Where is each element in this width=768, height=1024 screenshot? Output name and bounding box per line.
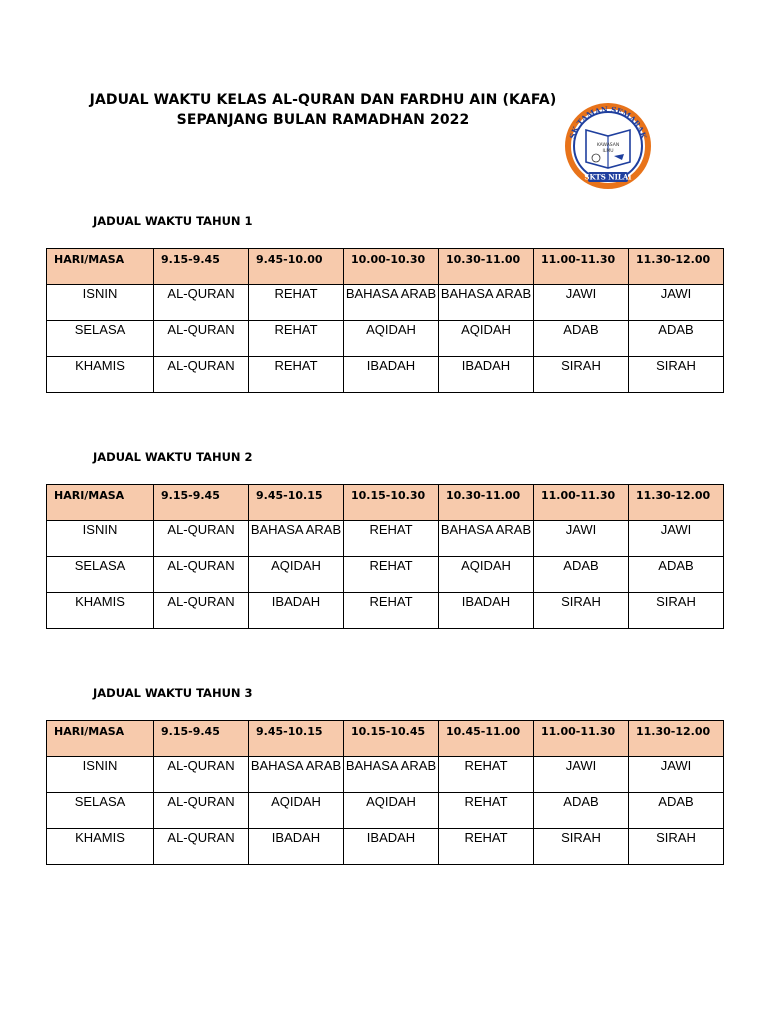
header-cell: 10.15-10.45 <box>344 721 439 757</box>
subject-cell: BAHASA ARAB <box>439 521 534 557</box>
subject-cell: IBADAH <box>249 829 344 865</box>
subject-cell: AQIDAH <box>344 793 439 829</box>
school-logo <box>560 96 656 192</box>
subject-cell: ADAB <box>629 321 724 357</box>
header-cell: 11.30-12.00 <box>629 249 724 285</box>
table-header-row <box>47 485 724 521</box>
subject-cell: ADAB <box>629 557 724 593</box>
table-row <box>47 285 724 321</box>
subject-cell: AL-QURAN <box>154 557 249 593</box>
day-cell: ISNIN <box>47 757 154 793</box>
subject-cell: REHAT <box>439 793 534 829</box>
subject-cell: REHAT <box>439 829 534 865</box>
logo-center-line1: KAWASAN <box>596 143 620 148</box>
table-row <box>47 357 724 393</box>
subject-cell: REHAT <box>439 757 534 793</box>
subject-cell: REHAT <box>344 521 439 557</box>
document-subtitle: SEPANJANG BULAN RAMADHAN 2022 <box>176 112 470 128</box>
header-cell: 9.45-10.15 <box>249 485 344 521</box>
table-row <box>47 757 724 793</box>
subject-cell: AL-QURAN <box>154 321 249 357</box>
day-cell: SELASA <box>47 793 154 829</box>
subject-cell: BAHASA ARAB <box>344 285 439 321</box>
document-title: JADUAL WAKTU KELAS AL-QURAN DAN FARDHU AIN (KAFA) <box>89 92 557 108</box>
subject-cell: ADAB <box>534 793 629 829</box>
subject-cell: SIRAH <box>534 829 629 865</box>
day-cell: KHAMIS <box>47 593 154 629</box>
day-cell: KHAMIS <box>47 829 154 865</box>
header-cell: HARI/MASA <box>47 249 154 285</box>
header-cell: 10.45-11.00 <box>439 721 534 757</box>
subject-cell: REHAT <box>249 285 344 321</box>
table-row <box>47 557 724 593</box>
svg-text:SK TAMAN SEMARAK <box>568 105 648 140</box>
subject-cell: JAWI <box>629 285 724 321</box>
subject-cell: AL-QURAN <box>154 521 249 557</box>
subject-cell: ADAB <box>629 793 724 829</box>
table-row <box>47 829 724 865</box>
subject-cell: SIRAH <box>534 357 629 393</box>
subject-cell: AQIDAH <box>249 557 344 593</box>
header-cell: 10.30-11.00 <box>439 249 534 285</box>
subject-cell: BAHASA ARAB <box>439 285 534 321</box>
table-header-row <box>47 249 724 285</box>
section-title-tahun-2: JADUAL WAKTU TAHUN 2 <box>93 450 253 464</box>
timetable-tahun-1 <box>46 248 724 393</box>
subject-cell: SIRAH <box>629 829 724 865</box>
timetable-tahun-2 <box>46 484 724 629</box>
table-row <box>47 521 724 557</box>
subject-cell: JAWI <box>629 757 724 793</box>
subject-cell: AL-QURAN <box>154 357 249 393</box>
subject-cell: AL-QURAN <box>154 285 249 321</box>
subject-cell: JAWI <box>534 285 629 321</box>
logo-text-bottom: SKTS NILAI <box>584 172 632 182</box>
day-cell: SELASA <box>47 321 154 357</box>
subject-cell: BAHASA ARAB <box>249 521 344 557</box>
subject-cell: JAWI <box>534 521 629 557</box>
header-cell: 11.30-12.00 <box>629 485 724 521</box>
header-cell: 10.30-11.00 <box>439 485 534 521</box>
subject-cell: REHAT <box>344 593 439 629</box>
header-cell: 10.15-10.30 <box>344 485 439 521</box>
logo-center-line2: ILMU <box>602 149 614 154</box>
section-title-tahun-3: JADUAL WAKTU TAHUN 3 <box>93 686 253 700</box>
subject-cell: SIRAH <box>629 593 724 629</box>
header-cell: 10.00-10.30 <box>344 249 439 285</box>
day-cell: ISNIN <box>47 285 154 321</box>
header-cell: 11.00-11.30 <box>534 249 629 285</box>
subject-cell: AQIDAH <box>344 321 439 357</box>
subject-cell: BAHASA ARAB <box>249 757 344 793</box>
subject-cell: REHAT <box>344 557 439 593</box>
subject-cell: JAWI <box>629 521 724 557</box>
subject-cell: AL-QURAN <box>154 829 249 865</box>
header-cell: 9.15-9.45 <box>154 721 249 757</box>
subject-cell: ADAB <box>534 321 629 357</box>
header-cell: 11.00-11.30 <box>534 721 629 757</box>
subject-cell: AQIDAH <box>249 793 344 829</box>
day-cell: ISNIN <box>47 521 154 557</box>
subject-cell: AQIDAH <box>439 557 534 593</box>
header-cell: 9.45-10.15 <box>249 721 344 757</box>
logo-text-top: SK TAMAN SEMARAK <box>567 104 649 140</box>
subject-cell: REHAT <box>249 357 344 393</box>
header-cell: HARI/MASA <box>47 721 154 757</box>
subject-cell: IBADAH <box>439 357 534 393</box>
subject-cell: SIRAH <box>629 357 724 393</box>
subject-cell: IBADAH <box>439 593 534 629</box>
subject-cell: BAHASA ARAB <box>344 757 439 793</box>
subject-cell: ADAB <box>534 557 629 593</box>
header-cell: 9.15-9.45 <box>154 249 249 285</box>
subject-cell: AQIDAH <box>439 321 534 357</box>
day-cell: SELASA <box>47 557 154 593</box>
subject-cell: AL-QURAN <box>154 793 249 829</box>
table-row <box>47 593 724 629</box>
timetable-tahun-3 <box>46 720 724 865</box>
header-cell: 9.45-10.00 <box>249 249 344 285</box>
subject-cell: SIRAH <box>534 593 629 629</box>
subject-cell: IBADAH <box>344 829 439 865</box>
subject-cell: JAWI <box>534 757 629 793</box>
subject-cell: AL-QURAN <box>154 757 249 793</box>
subject-cell: AL-QURAN <box>154 593 249 629</box>
header-cell: 11.30-12.00 <box>629 721 724 757</box>
header-cell: HARI/MASA <box>47 485 154 521</box>
header-cell: 9.15-9.45 <box>154 485 249 521</box>
table-row <box>47 321 724 357</box>
section-title-tahun-1: JADUAL WAKTU TAHUN 1 <box>93 214 253 228</box>
subject-cell: IBADAH <box>249 593 344 629</box>
day-cell: KHAMIS <box>47 357 154 393</box>
table-row <box>47 793 724 829</box>
table-header-row <box>47 721 724 757</box>
subject-cell: IBADAH <box>344 357 439 393</box>
header-cell: 11.00-11.30 <box>534 485 629 521</box>
subject-cell: REHAT <box>249 321 344 357</box>
